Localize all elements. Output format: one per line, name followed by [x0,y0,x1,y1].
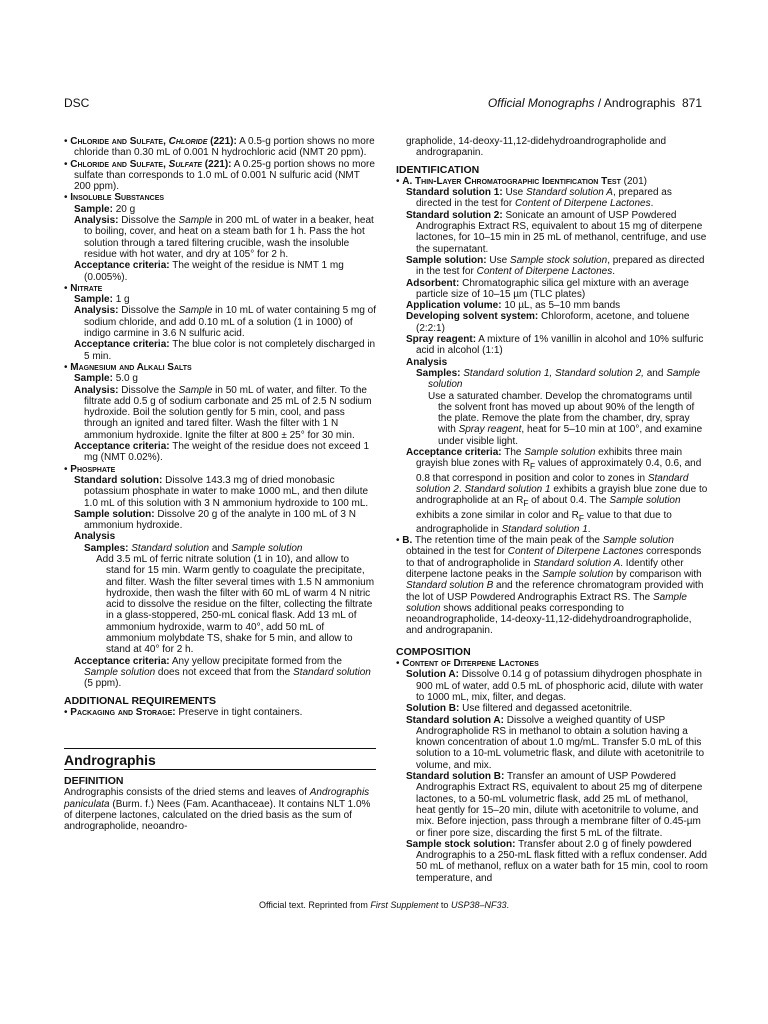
nitrate-heading: • Nitrate [64,282,103,294]
insoluble-heading: • Insoluble Substances [64,192,165,204]
chloride-test: • Chloride and Sulfate, Chloride (221): A 0.5-g portion shows no more chloride than 0.30 mL of 0.001 N hydrochloric acid (NMT 20 ppm). [64,136,375,159]
definition-continuation: grapholide, 14-deoxy-11,12-didehydroandrographolide and andrograpanin. [406,136,667,159]
phosphate-heading: • Phosphate [64,463,116,475]
definition-text: Andrographis consists of the dried stems and leaves of Andrographis paniculata (Burm. f.) Nees (Fam. Acanthaceae). It contains NLT 1.0% of diterpene lactones, calculated on the dried basis as the sum of andrographolide, neoandro- [64,787,371,833]
monograph-title: Andrographis [64,752,156,769]
monograph-top-rule [64,748,376,749]
composition-heading: COMPOSITION [396,645,471,658]
definition-heading: DEFINITION [64,775,124,788]
sulfate-test: • Chloride and Sulfate, Sulfate (221): A 0.25-g portion shows no more sulfate than corresponds to 1.0 mL of 0.001 N sulfuric acid (NMT 200 ppm). [64,158,375,193]
page-number: 871 [681,96,702,110]
left-column: • Chloride and Sulfate, Chloride (221): A 0.5-g portion shows no more chloride than 0.30 mL of 0.001 N hydrochloric acid (NMT 20 ppm). • Chloride and Sulfate, Sulfate (221): A 0.25-g portion shows no more sulfate than corresponds to 1.0 mL of 0.001 N sulfuric acid (NMT 200 ppm). • Insoluble Substances Sample: 20 g Analysis: Dissolve the Sample in 200 mL of water in a beaker, heat to boiling, cover, and heat on a steam bath for 1 h. Pass the hot solution through a tared filtering crucible, wash the insoluble residue with hot water, and dry at 105° for 2 h. Acceptance criteria: The weight of the residue is NMT 1 mg (0.005%). • Nitrate Sample: 1 g Analysis: Dissolve the Sample in 10 mL of water containing 5 mg of sodium chloride, and add 0.10 mL of a solution (1 in 1000) of indigo carmine in 3.6 N sulfuric acid. Acceptance criteria: The blue color is not completely discharged in 5 min. • Magnesium and Alkali Salts Sample: 5.0 g Analysis: Dissolve the Sample in 50 mL of water, and filter. To the filtrate add 0.5 g of sodium carbonate and 25 mL of 2.5 N sodium hydroxide. Boil the solution gently for 5 min, cool, and pass through an ignited and tared filter. Wash the filter with 1 N ammonium hydroxide. Ignite the filter at 800 ± 25° for 30 min. Acceptance criteria: The weight of the residue does not exceed 1 mg (NMT 0.02%). • Phosphate Standard solution: Dissolve 143.3 mg of dried monobasic potassium phosphate in water to make 1000 mL, and then dilute 1.0 mL of this solution with 3 N ammonium hydroxide to 100 mL. Sample solution: Dissolve 20 g of the analyte in 100 mL of 3 N ammonium hydroxide. Analysis Samples: Standard solution and Sample solution Add 3.5 mL of ferric nitrate solution (1 in 10), and allow to stand for 15 min. Warm gently to coagulate the precipitate, and filter. Wash the filter several times with 1.5 N ammonium hydroxide, then wash the filter with 60 mL of warm 4 N nitric acid to dissolve the residue on the filter, collecting the filtrate in a glass-stoppered, 250-mL conical flask. Add 13 mL of ammonium hydroxide, warm to 40°, add 50 mL of ammonium molybdate TS, shake for 5 min, and allow to stand at 40° for 2 h. Acceptance criteria: Any yellow precipitate formed from the Sample solution does not exceed that from the Standard solution (5 ppm). ADDITIONAL REQUIREMENTS • Packaging and Storage: Preserve in tight containers. Andrographis DEFINITION Andrographis consists of the dried stems and leaves of Andrographis paniculata (Burm. f.) Nees (Fam. Acanthaceae). It contains NLT 1.0% of diterpene lactones, calculated on the dried basis as the sum of andrographolide, neoandro- [64,136,377,833]
monograph-bottom-rule [64,769,376,770]
running-header-right: Official Monographs / Andrographis 871 [487,96,702,110]
running-header-left: DSC [64,96,90,110]
additional-requirements-heading: ADDITIONAL REQUIREMENTS [64,694,217,707]
magnesium-heading: • Magnesium and Alkali Salts [64,361,192,373]
page-footer: Official text. Reprinted from First Supplement to USP38–NF33. [259,900,509,910]
identification-heading: IDENTIFICATION [396,163,480,176]
right-column: grapholide, 14-deoxy-11,12-didehydroandrographolide and andrograpanin. IDENTIFICATION • A. Thin-Layer Chromatographic Identification Test (201) Standard solution 1: Use Standard solution A, prepared as directed in the test for Content of Diterpene Lactones. Standard solution 2: Sonicate an amount of USP Powdered Andrographis Extract RS, equivalent to about 15 mg of diterpene lactones, for 10–15 min in 25 mL of methanol, centrifuge, and use the supernatant. Sample solution: Use Sample stock solution, prepared as directed in the test for Content of Diterpene Lactones. Adsorbent: Chromatographic silica gel mixture with an average particle size of 10–15 µm (TLC plates) Application volume: 10 µL, as 5–10 mm bands Developing solvent system: Chloroform, acetone, and toluene (2:2:1) Spray reagent: A mixture of 1% vanillin in alcohol and 10% sulfuric acid in alcohol (1:1) Analysis Samples: Standard solution 1, Standard solution 2, and Sample solution Use a saturated chamber. Develop the chromatograms until the solvent front has moved up about 90% of the length of the plate. Remove the plate from the chamber, dry, spray with Spray reagent, heat for 5–10 min at 100°, and examine under visible light. Acceptance criteria: The Sample solution exhibits three main grayish blue zones with $R_F$ values of approximately 0.4, 0.6, and 0.8 that correspond in position and color to zones in Standard solution 2. Standard solution 1 exhibits a grayish blue zone due to andrographolide at an $R_F$ of about 0.4. The Sample solution exhibits a zone similar in color and $R_F$ value to that due to andrographolide in Standard solution 1. • B. The retention time of the main peak of the Sample solution obtained in the test for Content of Diterpene Lactones corresponds to that of andrographolide in Standard solution A. Identify other diterpene lactone peaks in the Sample solution by comparison with Standard solution B and the reference chromatogram provided with the lot of USP Powdered Andrographis Extract RS. The Sample solution shows additional peaks corresponding to neoandrographolide, 14-deoxy-11,12-didehydroandrographolide, and andrograpanin. COMPOSITION • Content of Diterpene Lactones Solution A: Dissolve 0.14 g of potassium dihydrogen phosphate in 900 mL of water, add 0.5 mL of phosphoric acid, dilute with water to 1000 mL, mix, filter, and degas. Solution B: Use filtered and degassed acetonitrile. Standard solution A: Dissolve a weighed quantity of USP Andrographolide RS in methanol to obtain a solution having a known concentration of about 1.0 mg/mL. Transfer 5.0 mL of this solution to a 10-mL volumetric flask, and dilute with acetonitrile to volume, and mix. Standard solution B: Transfer an amount of USP Powdered Andrographis Extract RS, equivalent to about 25 mg of diterpene lactones, to a 50-mL volumetric flask, add 25 mL of methanol, heat gently for 15–20 min, dilute with acetonitrile to volume, and mix. Before injection, pass through a membrane filter of 0.45-µm or finer pore size, discarding the first 5 mL of the filtrate. Sample stock solution: Transfer about 2.0 g of finely powdered Andrographis to a 250-mL flask fitted with a reflux condenser. Add 50 mL of methanol, reflux on a water bath for 15 min, cool to room temperature, and [396,136,709,884]
